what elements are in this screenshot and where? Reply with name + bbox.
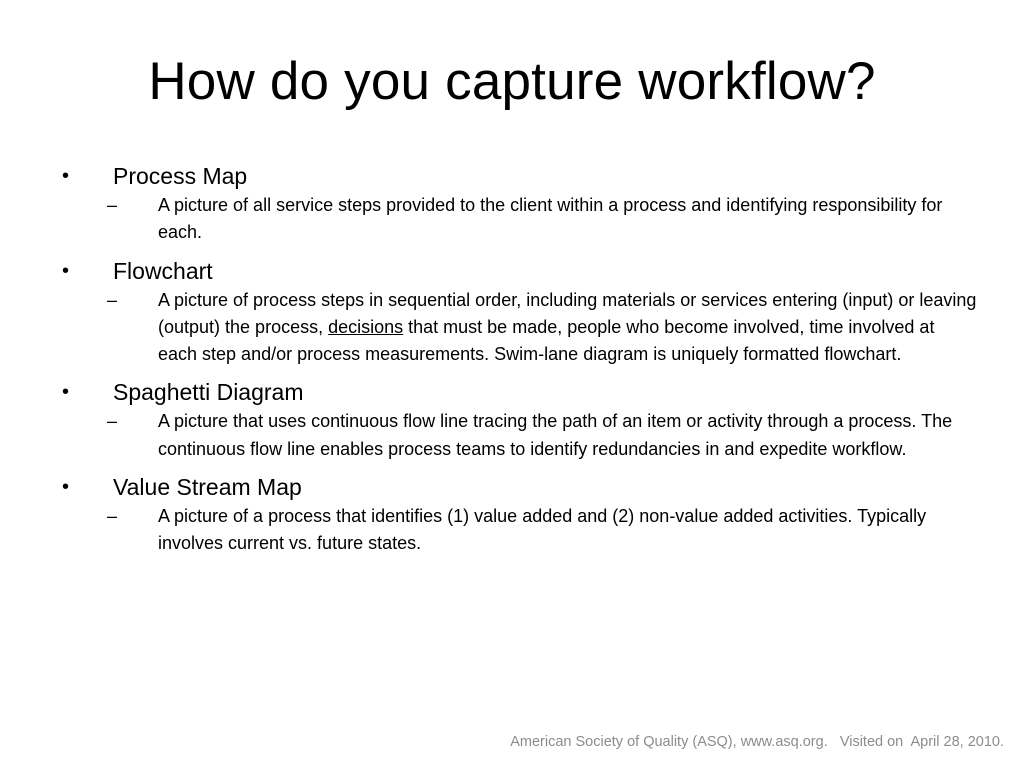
bullet-detail (62, 192, 978, 247)
bullet-item-value-stream-map (62, 471, 982, 558)
bullet-detail-text: A picture of all service steps provided to the client within a process and identifying responsibility for each. (158, 195, 943, 243)
slide-title: How do you capture workflow? (148, 52, 876, 111)
decisions-underlined-text: decisions (328, 316, 404, 337)
bullet-item-process-map (62, 160, 982, 247)
bullet-dot-icon: • (62, 165, 70, 187)
bullet-dot-icon: • (62, 381, 70, 404)
bullet-dot-icon: • (62, 259, 70, 282)
bullet-heading-text: Value Stream Map (113, 474, 302, 501)
bullet-heading-text: Process Map (113, 163, 248, 189)
bullet-heading (62, 160, 982, 192)
bullet-detail (62, 408, 978, 463)
bullet-detail-text-before: A picture of process steps in sequential order, including materials or services entering (input) or leaving (output) the process, (158, 289, 977, 337)
bullet-detail (62, 503, 978, 558)
bullet-detail (62, 287, 978, 369)
dash-icon: – (107, 506, 118, 527)
bullet-heading-text: Spaghetti Diagram (113, 379, 304, 406)
bullet-heading-text: Flowchart (113, 257, 213, 284)
bullet-detail-text: A picture of a process that identifies (1) value added and (2) non-value added activities. Typically involves current vs. future states. (158, 506, 927, 554)
bullet-heading (62, 255, 982, 287)
bullet-item-spaghetti-diagram (62, 376, 982, 463)
dash-icon: – (107, 289, 118, 310)
bullet-item-flowchart (62, 255, 982, 369)
dash-icon: – (107, 411, 118, 432)
bullet-heading (62, 376, 982, 408)
footer-citation: American Society of Quality (ASQ), www.asq.org. Visited on April 28, 2010. (510, 734, 1004, 750)
bullet-heading (62, 471, 982, 503)
bullet-list (62, 160, 982, 558)
bullet-detail-text-after: that must be made, people who become involved, time involved at each step and/or process measurements. Swim-lane diagram is uniquely formatted flowchart. (158, 316, 935, 365)
bullet-dot-icon: • (62, 476, 70, 499)
dash-icon: – (107, 195, 118, 215)
bullet-detail-text: A picture that uses continuous flow line tracing the path of an item or activity through a process. The continuous flow line enables process teams to identify redundancies in and expedite workflow. (158, 411, 953, 459)
